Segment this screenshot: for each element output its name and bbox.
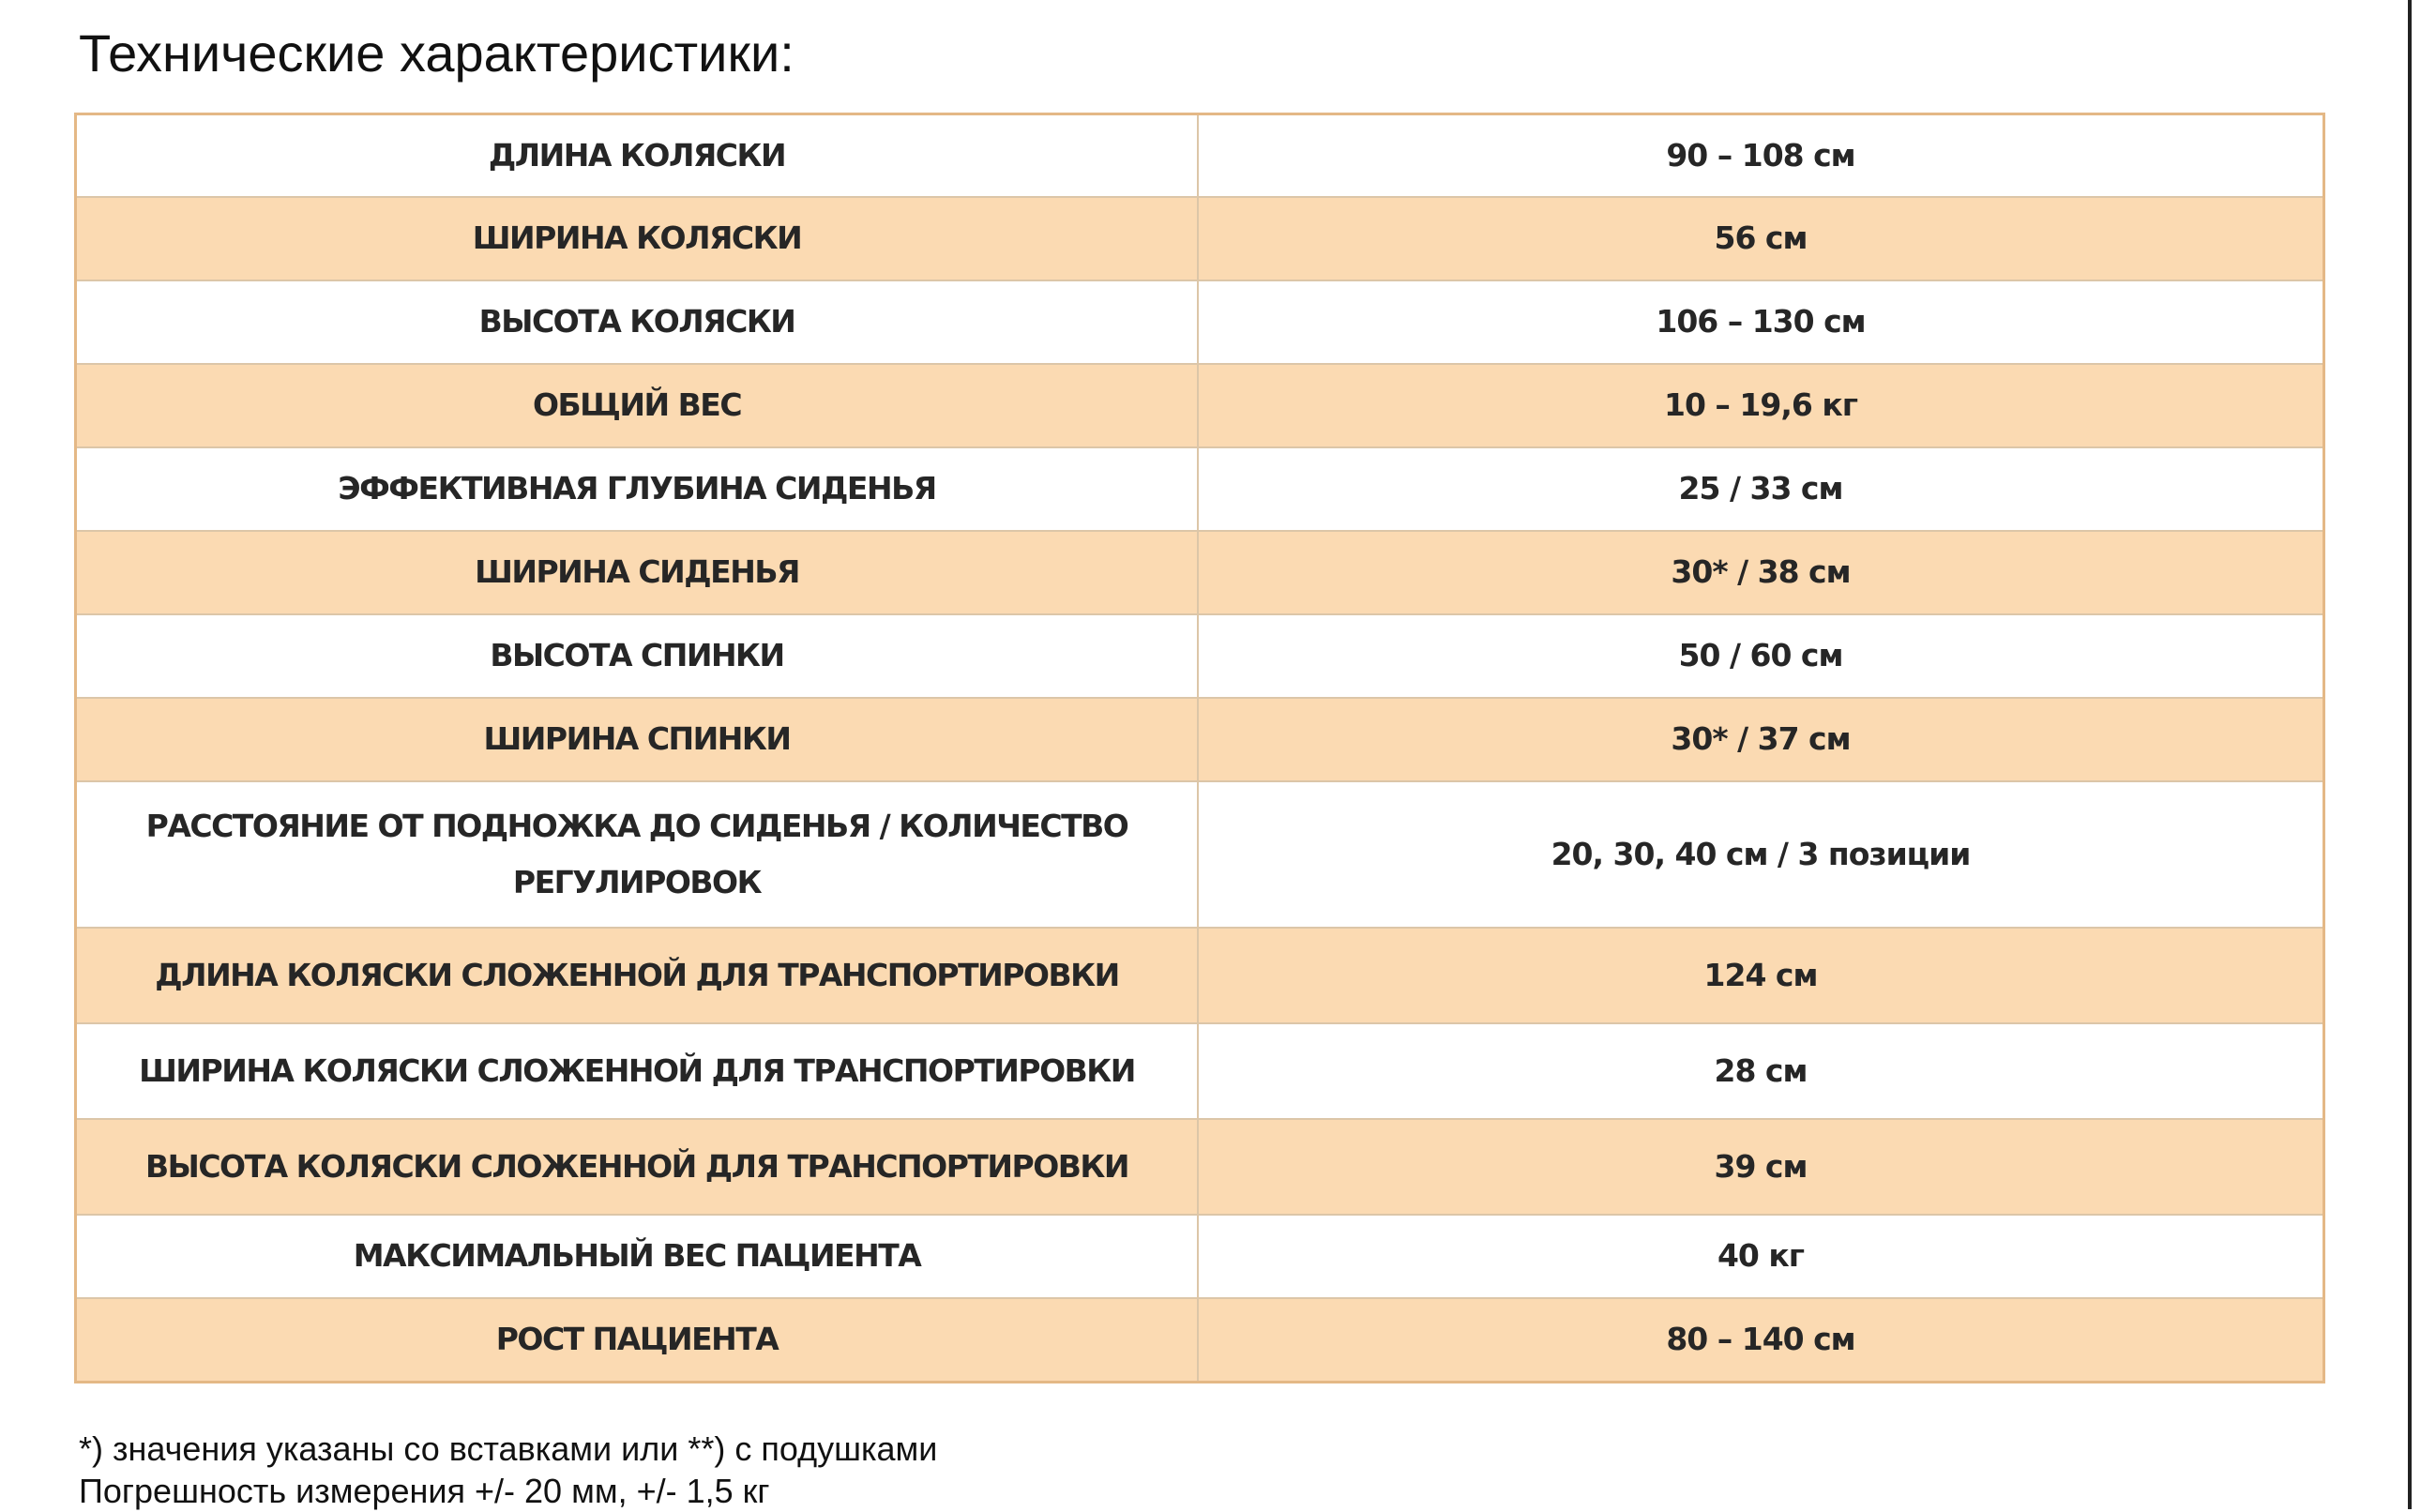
spec-label: ШИРИНА СПИНКИ — [76, 698, 1199, 781]
spec-row — [76, 1119, 2324, 1215]
spec-value: 30* / 37 см — [1198, 698, 2324, 781]
spec-row — [76, 1298, 2324, 1383]
spec-label: ВЫСОТА КОЛЯСКИ СЛОЖЕННОЙ ДЛЯ ТРАНСПОРТИРОВКИ — [76, 1119, 1199, 1215]
spec-value: 124 см — [1198, 928, 2324, 1023]
footnote-tolerance: Погрешность измерения +/- 20 мм, +/- 1,5 кг — [79, 1472, 770, 1510]
specs-table — [74, 113, 2325, 1383]
spec-label: ВЫСОТА СПИНКИ — [76, 614, 1199, 698]
page-edge-divider — [2408, 0, 2412, 1509]
spec-value: 40 кг — [1198, 1215, 2324, 1298]
spec-value: 106 – 130 см — [1198, 280, 2324, 364]
spec-value: 90 – 108 см — [1198, 114, 2324, 197]
spec-label: ДЛИНА КОЛЯСКИ — [76, 114, 1199, 197]
spec-value: 28 см — [1198, 1023, 2324, 1119]
spec-label: ДЛИНА КОЛЯСКИ СЛОЖЕННОЙ ДЛЯ ТРАНСПОРТИРОВКИ — [76, 928, 1199, 1023]
spec-row — [76, 928, 2324, 1023]
footnote-inserts: *) значения указаны со вставками или **) с подушками — [79, 1429, 938, 1468]
spec-value: 25 / 33 см — [1198, 447, 2324, 531]
spec-row — [76, 614, 2324, 698]
spec-label: МАКСИМАЛЬНЫЙ ВЕС ПАЦИЕНТА — [76, 1215, 1199, 1298]
spec-label: ВЫСОТА КОЛЯСКИ — [76, 280, 1199, 364]
footnotes — [79, 1428, 937, 1512]
spec-value: 50 / 60 см — [1198, 614, 2324, 698]
spec-row — [76, 364, 2324, 447]
spec-value: 30* / 38 см — [1198, 531, 2324, 614]
spec-row — [76, 1023, 2324, 1119]
spec-row — [76, 698, 2324, 781]
spec-label: РОСТ ПАЦИЕНТА — [76, 1298, 1199, 1383]
spec-value: 39 см — [1198, 1119, 2324, 1215]
spec-row — [76, 447, 2324, 531]
spec-row — [76, 197, 2324, 280]
spec-value: 56 см — [1198, 197, 2324, 280]
spec-label: РАССТОЯНИЕ ОТ ПОДНОЖКА ДО СИДЕНЬЯ / КОЛИЧЕСТВО РЕГУЛИРОВОК — [76, 781, 1199, 928]
spec-label: ЭФФЕКТИВНАЯ ГЛУБИНА СИДЕНЬЯ — [76, 447, 1199, 531]
spec-row — [76, 781, 2324, 928]
spec-label: ШИРИНА СИДЕНЬЯ — [76, 531, 1199, 614]
page-title: Технические характеристики: — [79, 23, 794, 83]
spec-value: 20, 30, 40 см / 3 позиции — [1198, 781, 2324, 928]
spec-label: ШИРИНА КОЛЯСКИ СЛОЖЕННОЙ ДЛЯ ТРАНСПОРТИРОВКИ — [76, 1023, 1199, 1119]
spec-value: 80 – 140 см — [1198, 1298, 2324, 1383]
spec-label: ШИРИНА КОЛЯСКИ — [76, 197, 1199, 280]
spec-row — [76, 114, 2324, 197]
spec-row — [76, 531, 2324, 614]
spec-row — [76, 280, 2324, 364]
spec-label: ОБЩИЙ ВЕС — [76, 364, 1199, 447]
spec-value: 10 – 19,6 кг — [1198, 364, 2324, 447]
spec-row — [76, 1215, 2324, 1298]
